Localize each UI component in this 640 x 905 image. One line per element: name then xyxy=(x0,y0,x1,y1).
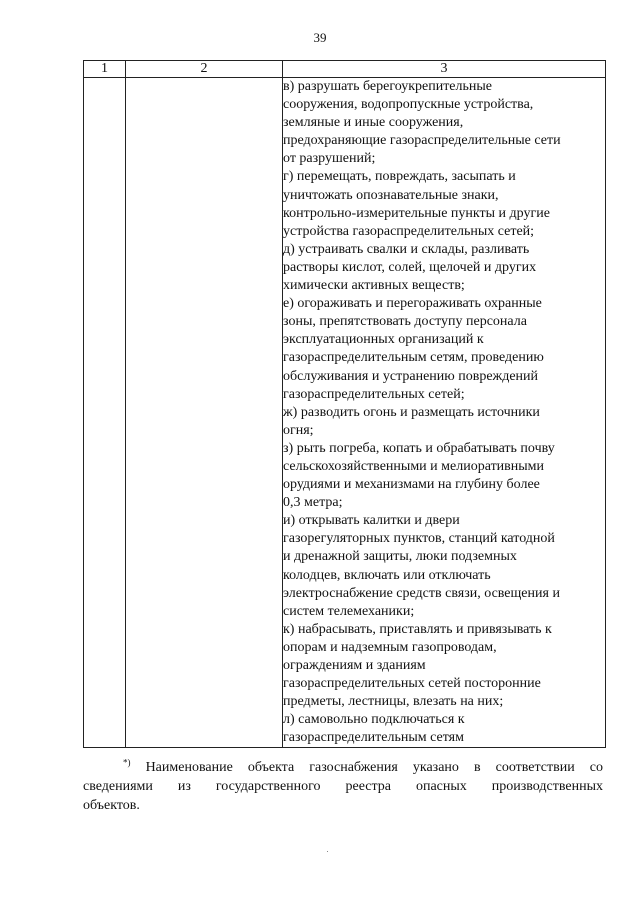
text-line: ж) разводить огонь и размещать источники xyxy=(283,404,540,420)
text-line: эксплуатационных организаций к xyxy=(283,332,484,348)
text-line: сельскохозяйственными и мелиоративными xyxy=(283,458,545,474)
footnote-line-1 xyxy=(83,758,603,777)
scan-speck xyxy=(327,851,328,852)
text-line: газораспределительным сетям xyxy=(283,730,464,746)
text-line: в) разрушать берегоукрепительные xyxy=(283,79,493,94)
text-line: систем телемеханики; xyxy=(283,603,415,619)
text-line: опорам и надземным газопроводам, xyxy=(283,639,497,655)
text-line: растворы кислот, солей, щелочей и других xyxy=(283,259,537,275)
text-line: химически активных веществ; xyxy=(283,278,465,294)
text-line: уничтожать опознавательные знаки, xyxy=(283,187,499,203)
footnote xyxy=(83,758,603,815)
text-line: устройства газораспределительных сетей; xyxy=(283,223,535,239)
text-line: ограждениям и зданиям xyxy=(283,658,426,673)
table-row xyxy=(84,78,606,748)
column-header-1: 1 xyxy=(84,61,126,78)
text-line: и дренажной защиты, люки подземных xyxy=(283,549,517,565)
text-line: д) устраивать свалки и склады, разливать xyxy=(283,241,530,257)
text-line: электроснабжение средств связи, освещения и xyxy=(283,585,560,601)
text-line: газораспределительных сетей; xyxy=(283,386,465,402)
text-line: предохраняющие газораспределительные сети xyxy=(283,133,561,149)
text-line: сооружения, водопропускные устройства, xyxy=(283,97,534,113)
document-table xyxy=(83,60,606,748)
table-header-row xyxy=(84,61,606,78)
column-2-cell xyxy=(126,78,283,748)
text-line: колодцев, включать или отключать xyxy=(283,567,491,583)
column-header-2: 2 xyxy=(126,61,283,78)
text-line: г) перемещать, повреждать, засыпать и xyxy=(283,169,516,185)
text-line: зоны, препятствовать доступу персонала xyxy=(283,314,527,330)
footnote-marker: *) xyxy=(123,757,131,768)
text-line: з) рыть погреба, копать и обрабатывать почву xyxy=(283,440,555,456)
text-line: л) самовольно подключаться к xyxy=(283,712,465,728)
text-line: е) огораживать и перегораживать охранные xyxy=(283,296,542,312)
footnote-text-1: Наименование объекта газоснабжения указано в соответствии со xyxy=(145,760,603,775)
text-line: газораспределительным сетям, проведению xyxy=(283,350,544,366)
footnote-line-3: объектов. xyxy=(83,798,140,813)
text-line: 0,3 метра; xyxy=(283,495,343,511)
column-header-3: 3 xyxy=(283,61,606,78)
text-line: и) открывать калитки и двери xyxy=(283,513,460,529)
text-line: газораспределительных сетей посторонние xyxy=(283,676,541,692)
text-line: предметы, лестницы, влезать на них; xyxy=(283,694,504,710)
column-3-cell xyxy=(283,78,606,748)
text-line: от разрушений; xyxy=(283,151,376,167)
text-line: к) набрасывать, приставлять и привязывать к xyxy=(283,621,552,637)
text-line: обслуживания и устранению повреждений xyxy=(283,368,539,384)
text-line: контрольно-измерительные пункты и другие xyxy=(283,205,550,221)
page-number: 39 xyxy=(313,30,327,45)
text-line: орудиями и механизмами на глубину более xyxy=(283,477,540,493)
footnote-line-2: сведениями из государственного реестра опасных производственных xyxy=(83,779,603,794)
text-line: огня; xyxy=(283,422,314,438)
text-line: земляные и иные сооружения, xyxy=(283,115,464,131)
column-1-cell xyxy=(84,78,126,748)
text-line: газорегуляторных пунктов, станций катодной xyxy=(283,531,555,547)
